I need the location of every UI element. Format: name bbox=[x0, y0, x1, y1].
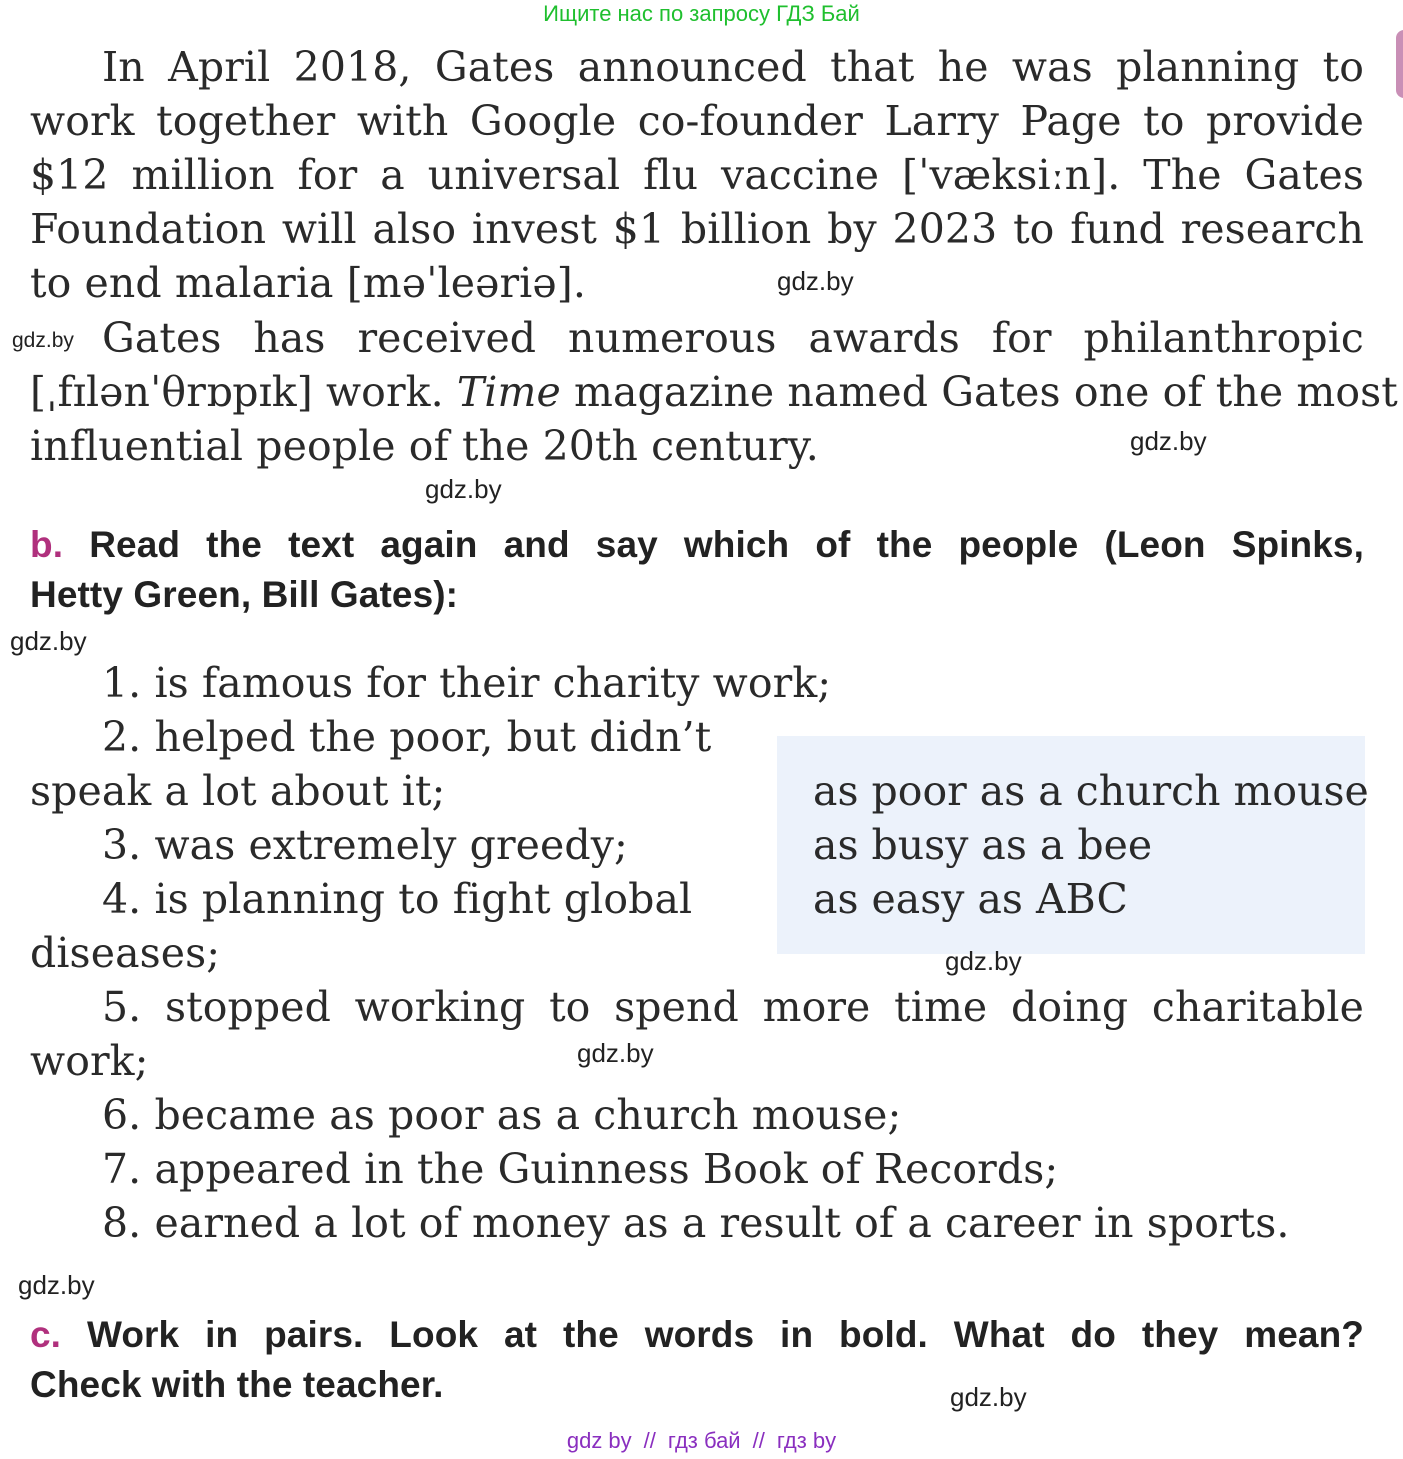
paragraph1-line2: work together with Google co-founder Larry Page to provide bbox=[30, 97, 1364, 145]
list-item-6: 6. became as poor as a church mouse; bbox=[102, 1091, 902, 1139]
footer-separator: // bbox=[643, 1428, 656, 1453]
footer-separator: // bbox=[752, 1428, 765, 1453]
paragraph2-line3: influential people of the 20th century. bbox=[30, 422, 819, 470]
watermark: gdz.by bbox=[12, 329, 74, 352]
paragraph1-line4: Foundation will also invest $1 billion by 2023 to fund research bbox=[30, 205, 1364, 253]
footer-link[interactable]: гдз бай bbox=[667, 1428, 741, 1453]
footer-link[interactable]: gdz by bbox=[566, 1428, 632, 1453]
list-item-8: 8. earned a lot of money as a result of a career in sports. bbox=[102, 1199, 1290, 1247]
list-item-1: 1. is famous for their charity work; bbox=[102, 659, 832, 707]
list-item-4b: diseases; bbox=[30, 929, 221, 977]
watermark: gdz.by bbox=[1130, 426, 1207, 456]
watermark: gdz.by bbox=[777, 266, 854, 296]
section-b-instruction: Read the text again and say which of the people (Leon Spinks, bbox=[89, 524, 1364, 565]
footer-links bbox=[0, 1427, 1403, 1455]
list-item-5a: 5. stopped working to spend more time doing charitable bbox=[102, 983, 1364, 1031]
section-b-letter: b. bbox=[30, 524, 64, 565]
paragraph2-line2 bbox=[30, 365, 1398, 419]
paragraph2-line2-rest: magazine named Gates one of the most bbox=[560, 368, 1398, 416]
magazine-title: Time bbox=[456, 368, 561, 416]
watermark: gdz.by bbox=[950, 1382, 1027, 1412]
watermark: gdz.by bbox=[577, 1038, 654, 1068]
watermark: gdz.by bbox=[10, 626, 87, 656]
phonetic-text: [ˌfɪlənˈθrɒpɪk] work. bbox=[30, 368, 457, 416]
section-c-instruction: Work in pairs. Look at the words in bold. What do they mean? bbox=[86, 1314, 1364, 1355]
paragraph2-line1: Gates has received numerous awards for philanthropic bbox=[102, 314, 1364, 362]
footer-link[interactable]: гдз by bbox=[776, 1428, 837, 1453]
list-item-3: 3. was extremely greedy; bbox=[102, 821, 628, 869]
page-edge-tab bbox=[1396, 30, 1403, 98]
idiom-1: as poor as a church mouse bbox=[813, 767, 1369, 815]
watermark: gdz.by bbox=[18, 1270, 95, 1300]
top-banner: Ищите нас по запросу ГДЗ Бай bbox=[543, 1, 860, 26]
list-item-2b: speak a lot about it; bbox=[30, 767, 446, 815]
section-b-heading-line2: Hetty Green, Bill Gates): bbox=[30, 574, 459, 615]
list-item-4a: 4. is planning to fight global bbox=[102, 875, 693, 923]
list-item-7: 7. appeared in the Guinness Book of Records; bbox=[102, 1145, 1059, 1193]
list-item-2a: 2. helped the poor, but didn’t bbox=[102, 713, 712, 761]
section-c-letter: c. bbox=[30, 1314, 62, 1355]
watermark: gdz.by bbox=[945, 946, 1022, 976]
paragraph1-line3: $12 million for a universal flu vaccine [ˈvæksiːn]. The Gates bbox=[30, 151, 1364, 199]
idiom-2: as busy as a bee bbox=[813, 821, 1153, 869]
paragraph1-line1: In April 2018, Gates announced that he was planning to bbox=[102, 43, 1364, 91]
paragraph1-line5: to end malaria [məˈleəriə]. bbox=[30, 259, 586, 307]
section-c-heading-line2: Check with the teacher. bbox=[30, 1364, 444, 1405]
list-item-5b: work; bbox=[30, 1037, 149, 1085]
watermark: gdz.by bbox=[425, 474, 502, 504]
section-c-heading-line1 bbox=[30, 1310, 1364, 1360]
idiom-3: as easy as ABC bbox=[813, 875, 1128, 923]
section-b-heading-line1 bbox=[30, 520, 1364, 570]
